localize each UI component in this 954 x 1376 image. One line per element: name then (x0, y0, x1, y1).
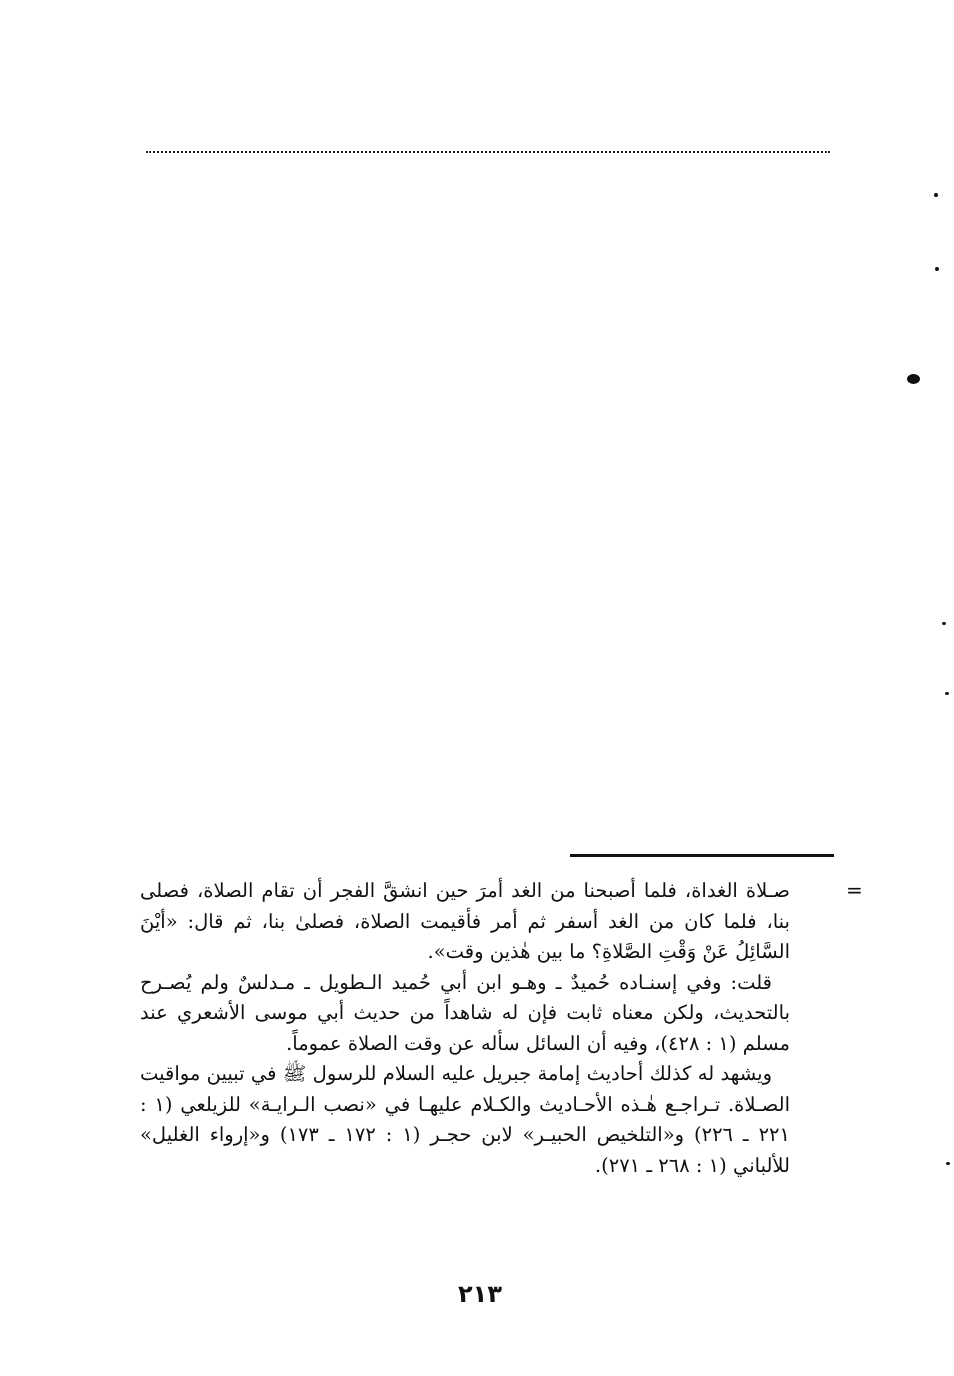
footnote-paragraph-1: صـلاة الغداة، فلما أصبحنا من الغد أمرَ حين انشقَّ الفجر أن تقام الصلاة، فصلى بنا، فلما كان من الغد أسفر ثم أمر فأقيمت الصلاة، فصلىٰ بنا، ثم قال: «أيْنَ السَّائِلُ عَنْ وَقْتِ الصَّلاةِ؟ ما بين هٰذين وقت». (140, 879, 790, 963)
scan-speck (907, 374, 920, 384)
page-number: ٢١٣ (458, 1280, 502, 1308)
scan-speck (934, 193, 938, 197)
footnote-continuation-marker: = (846, 878, 863, 902)
footnote-paragraph-3: ويشهد له كذلك أحاديث إمامة جبريل عليه السلام للرسول ﷺ في تبيين مواقيت الصـلاة. تـراجـع هٰـذه الأحـاديث والكـلام عليهـا في «نصب الـرايـة» للزيلعي (١ : ٢٢١ ـ ٢٢٦) و«التلخيص الحبيـر» لابن حجـر (١ : ١٧٢ ـ ١٧٣) و«إرواء الغليل» للألباني (١ : ٢٦٨ ـ ٢٧١). (140, 1062, 790, 1177)
scan-speck (946, 1162, 950, 1165)
scan-speck (942, 622, 946, 625)
footnote-separator-rule (570, 854, 834, 857)
header-dotted-separator (146, 151, 830, 153)
scan-speck (945, 692, 949, 695)
footnote-block (140, 876, 790, 1181)
scan-speck (935, 267, 939, 271)
footnote-paragraph-2: قلت: وفي إسنـاده حُميدٌ ـ وهـو ابن أبي حُميد الـطويل ـ مـدلسٌ ولم يُصـرح بالتحديث، ولكن معناه ثابت فإن له شاهداً من حديث أبي موسى الأشعري عند مسلم (١ : ٤٢٨)، وفيه أن السائل سأله عن وقت الصلاة عموماً. (140, 970, 790, 1055)
